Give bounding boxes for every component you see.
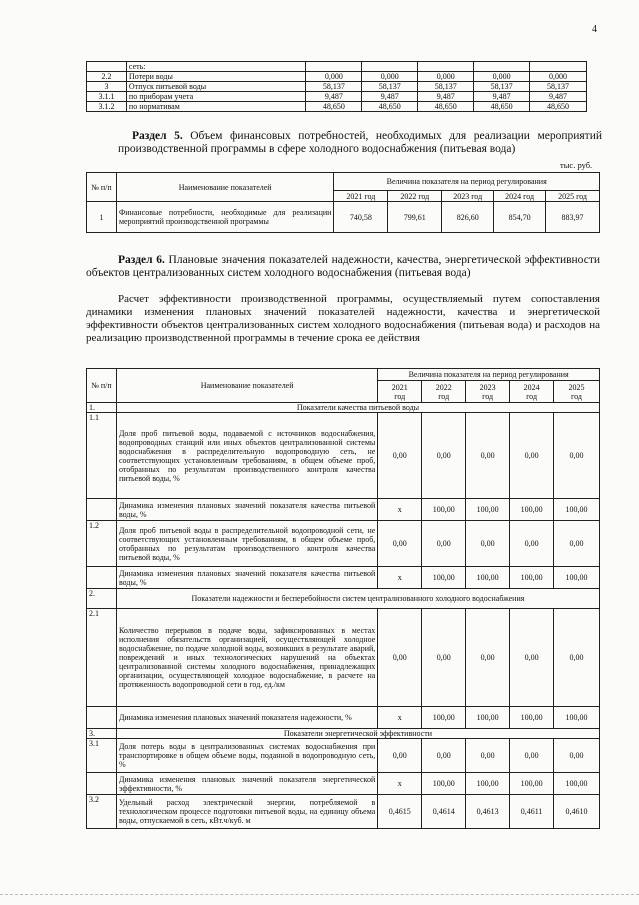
t3-row-num: 3.2 [87,795,117,829]
t3-row-name: Удельный расход электрической энергии, потребляемой в технологическом процессе подготовки питьевой воды, на единицу объема воды, отпускаемой в сеть, кВт.ч/куб. м [116,795,377,829]
t3-row-num: 3.1 [87,739,117,773]
t3-value: 0,4613 [466,795,510,829]
t3-year [378,381,422,403]
t1-row-num: 2.2 [87,72,127,82]
section5-heading [118,130,602,156]
t1-value: 48,650 [306,102,362,112]
t3-value: 0,00 [422,413,466,499]
table-row [87,62,587,72]
t1-row-name: по нормативам [126,102,306,112]
t3-year [422,381,466,403]
t3-row-name: Динамика изменения плановых значений показателя надежности, % [116,707,377,729]
section5-title: Объем финансовых потребностей, необходимых для реализации мероприятий производственной программы в сфере холодного водоснабжения (питьевая вода) [118,130,603,155]
t3-row-num: 1.1 [87,413,117,499]
t3-year-suffix: год [526,391,538,401]
t1-row-name: по приборам учета [126,92,306,102]
t3-row-name: Количество перерывов в подаче воды, зафиксированных в местах исполнения обязательств организацией, осуществляющей холодное водоснабжение, по подаче холодной воды, возникших в результате аварий, повреждений и иных технологических нарушений на объектах централизованной системы холодного водоснабжения, принадлежащих организации, осуществляющей холодное водоснабжение, в расчете на протяженность водопроводной сети в год, ед./км [116,609,377,707]
t1-value [530,62,587,72]
t3-year-number: 2025 [568,382,585,392]
t3-row-name: Динамика изменения плановых значений показателя качества питьевой воды, % [116,499,377,521]
t3-year-suffix: год [482,391,494,401]
t3-row-num: 1. [87,403,117,413]
t3-year-suffix: год [438,391,450,401]
t3-value: 0,00 [554,609,600,707]
t1-value: 0,000 [530,72,587,82]
table-water-balance [86,61,587,112]
t3-row-name: Доля проб питьевой воды в распределительной водопроводной сети, не соответствующих установленным требованиям, в общем объеме проб, отобранных по результатам производственного контроля качества питьевой воды, % [116,521,377,567]
section6-paragraph: Расчет эффективности производственной программы, осуществляемый путем сопоставления динамики изменения плановых значений показателей надежности, качества и энергетической эффективности объектов централизованных систем холодного водоснабжения (питьевая вода) и расходов на реализацию производственной программы в течение срока ее действия [86,293,600,344]
section5-unit: тыс. руб. [560,160,593,170]
t3-value: 0,00 [378,413,422,499]
t3-year-number: 2022 [435,382,452,392]
t1-value [362,62,418,72]
t1-value: 9,487 [362,92,418,102]
table-row [87,92,587,102]
t3-value: 0,00 [422,739,466,773]
t3-row-num: 2.1 [87,609,117,707]
t1-value: 9,487 [474,92,530,102]
t1-row-name: Отпуск питьевой воды [126,82,306,92]
t3-value: 100,00 [422,773,466,795]
t3-value: 0,4614 [422,795,466,829]
t3-value: 0,00 [422,609,466,707]
t2-row-num: 1 [87,202,117,233]
t1-value: 58,137 [418,82,474,92]
t3-value: 100,00 [510,567,554,589]
t3-value: 0,00 [510,413,554,499]
t3-row-num [87,707,117,729]
t3-value: 0,00 [510,521,554,567]
t3-row-num [87,567,117,589]
t1-row-num [87,62,127,72]
t3-value: 100,00 [466,567,510,589]
t2-value: 826,60 [442,202,494,233]
t1-row-num: 3.1.2 [87,102,127,112]
page-number: 4 [592,24,597,35]
table-row [87,589,600,609]
table-row [87,729,600,739]
t2-row-name: Финансовые потребности, необходимые для реализации мероприятий производственной программы [116,202,333,233]
table-row [87,413,600,499]
table-financial-needs [86,172,600,233]
t3-value: 100,00 [466,773,510,795]
t1-value: 0,000 [306,72,362,82]
t3-section-title: Показатели качества питьевой воды [116,403,599,413]
t3-value: 100,00 [554,567,600,589]
t3-year-suffix: год [394,391,406,401]
t3-year-number: 2023 [479,382,496,392]
table-row [87,795,600,829]
t3-value: 0,00 [466,739,510,773]
t3-row-num: 1.2 [87,521,117,567]
t1-value: 58,137 [530,82,587,92]
t3-value: 0,00 [554,521,600,567]
table-row [87,82,587,92]
t3-col-period: Величина показателя на период регулирования [378,369,600,381]
t3-value: 100,00 [510,707,554,729]
t1-value [306,62,362,72]
section6-label: Раздел 6. [118,254,165,266]
t1-value: 9,487 [306,92,362,102]
t3-value: 0,00 [466,521,510,567]
t1-value: 0,000 [418,72,474,82]
t3-value: 0,00 [510,739,554,773]
t3-row-num: 2. [87,589,117,609]
t1-value: 48,650 [530,102,587,112]
t3-value: 0,4611 [510,795,554,829]
t3-value: x [378,773,422,795]
table-row [87,739,600,773]
t3-row-name: Динамика изменения плановых значений показателя энергетической эффективности, % [116,773,377,795]
t3-row-name: Динамика изменения плановых значений показателя качества питьевой воды, % [116,567,377,589]
section6-heading [86,254,600,280]
t3-value: 0,00 [378,739,422,773]
table-row [87,773,600,795]
t1-row-num: 3 [87,82,127,92]
t2-col-name: Наименование показателей [116,173,333,202]
t3-value: x [378,499,422,521]
t3-value: 0,00 [466,413,510,499]
t3-value: 100,00 [510,499,554,521]
t3-value: 0,4615 [378,795,422,829]
t1-value: 0,000 [362,72,418,82]
t2-col-num: № п/п [87,173,117,202]
t3-row-num [87,773,117,795]
t2-value: 883,97 [546,202,600,233]
t3-value: 0,00 [378,521,422,567]
t3-year-number: 2021 [391,382,408,392]
t1-value: 48,650 [418,102,474,112]
t3-value: 0,00 [466,609,510,707]
t2-value: 740,58 [334,202,388,233]
t1-value: 48,650 [474,102,530,112]
t1-value: 58,137 [306,82,362,92]
t3-year-number: 2024 [523,382,540,392]
table-indicators [86,368,600,829]
t3-year [510,381,554,403]
t1-value [418,62,474,72]
t3-row-num [87,499,117,521]
t1-value: 9,487 [530,92,587,102]
scan-edge-line [0,894,639,895]
t3-value: 0,00 [554,739,600,773]
t3-value: x [378,567,422,589]
t3-row-num: 3. [87,729,117,739]
t1-row-name: Потери воды [126,72,306,82]
section5-label: Раздел 5. [132,130,183,142]
t3-value: 100,00 [466,499,510,521]
t3-value: 100,00 [510,773,554,795]
t3-value: 100,00 [422,499,466,521]
t3-col-name: Наименование показателей [116,369,377,403]
t3-year [466,381,510,403]
t3-value: 0,00 [554,413,600,499]
t1-value: 58,137 [362,82,418,92]
t3-value: 0,00 [422,521,466,567]
table-row [87,567,600,589]
t2-value: 799,61 [388,202,442,233]
t1-row-num: 3.1.1 [87,92,127,102]
t2-year: 2023 год [442,191,494,202]
table-row [87,499,600,521]
t2-year: 2022 год [388,191,442,202]
t3-value: 0,00 [510,609,554,707]
t3-value: 100,00 [554,499,600,521]
table-row [87,521,600,567]
table-row [87,72,587,82]
t3-year-suffix: год [571,391,582,401]
t3-row-name: Доля проб питьевой воды, подаваемой с источников водоснабжения, водопроводных станций или иных объектов централизованной системы водоснабжения в распределительную водопроводную сеть, не соответствующих установленным требованиям, в общем объеме проб, отобранных по результатам производственного контроля качества питьевой воды, % [116,413,377,499]
table-row [87,102,587,112]
t1-value: 9,487 [418,92,474,102]
t3-col-num: № п/п [87,369,117,403]
section6-title: Плановые значения показателей надежности, качества, энергетической эффективности объектов централизованных систем холодного водоснабжения (питьевая вода) [86,254,601,279]
t3-value: 0,4610 [554,795,600,829]
t2-year: 2025 год [546,191,600,202]
t3-value: 100,00 [422,567,466,589]
t3-value: x [378,707,422,729]
t3-value: 100,00 [554,707,600,729]
t3-row-name: Доля потерь воды в централизованных системах водоснабжения при транспортировке в общем объеме воды, поданной в водопроводную сеть, % [116,739,377,773]
t3-value: 100,00 [422,707,466,729]
t1-value [474,62,530,72]
t2-col-period: Величина показателя на период регулирования [334,173,600,191]
table-row [87,609,600,707]
t2-year: 2024 год [494,191,546,202]
t2-value: 854,70 [494,202,546,233]
t1-row-name: сеть: [126,62,306,72]
t2-year: 2021 год [334,191,388,202]
table-row [87,403,600,413]
t1-value: 58,137 [474,82,530,92]
t1-value: 48,650 [362,102,418,112]
t3-value: 100,00 [554,773,600,795]
t1-value: 0,000 [474,72,530,82]
t3-value: 0,00 [378,609,422,707]
t3-section-title: Показатели энергетической эффективности [116,729,599,739]
t3-value: 100,00 [466,707,510,729]
table-row [87,707,600,729]
t3-section-title: Показатели надежности и бесперебойности систем централизованного холодного водоснабжения [116,589,599,609]
t3-year [554,381,600,403]
